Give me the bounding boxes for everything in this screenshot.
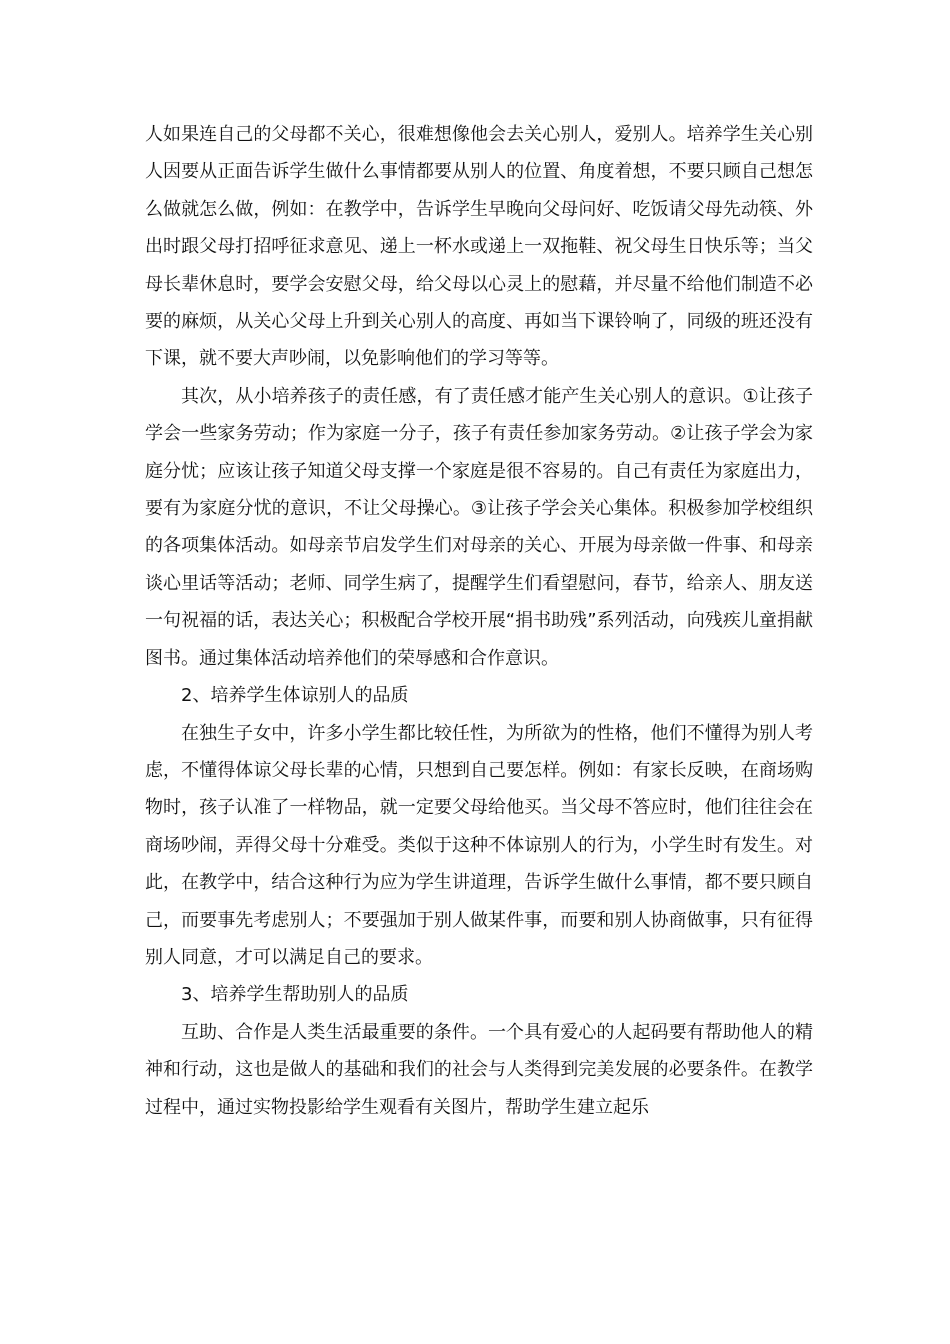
paragraph-understanding: 在独生子女中，许多小学生都比较任性，为所欲为的性格，他们不懂得为别人考虑，不懂得体谅父母长辈的心情，只想到自己要怎样。例如：有家长反映，在商场购物时，孩子认准了一样物品，就一定要父母给他买。当父母不答应时，他们往往会在商场吵闹，弄得父母十分难受。类似于这种不体谅别人的行为，小学生时有发生。对此，在教学中，结合这种行为应为学生讲道理，告诉学生做什么事情，都不要只顾自己，而要事先考虑别人；不要强加于别人做某件事，而要和别人协商做事，只有征得别人同意，才可以满足自己的要求。 bbox=[145, 722, 813, 968]
section-heading-2: 2、培养学生体谅别人的品质 bbox=[181, 685, 409, 707]
section-heading-3: 3、培养学生帮助别人的品质 bbox=[181, 984, 409, 1006]
paragraph-responsibility: 其次，从小培养孩子的责任感，有了责任感才能产生关心别人的意识。①让孩子学会一些家务劳动；作为家庭一分子，孩子有责任参加家务劳动。②让孩子学会为家庭分忧；应该让孩子知道父母支撑一个家庭是很不容易的。自己有责任为家庭出力，要有为家庭分忧的意识，不让父母操心。③让孩子学会关心集体。积极参加学校组织的各项集体活动。如母亲节启发学生们对母亲的关心、开展为母亲做一件事、和母亲谈心里话等活动；老师、同学生病了，提醒学生们看望慰问，春节，给亲人、朋友送一句祝福的话，表达关心；积极配合学校开展“捐书助残”系列活动，向残疾儿童捐献图书。通过集体活动培养他们的荣辱感和合作意识。 bbox=[145, 385, 813, 669]
paragraph-helping: 互助、合作是人类生活最重要的条件。一个具有爱心的人起码要有帮助他人的精神和行动，这也是做人的基础和我们的社会与人类得到完美发展的必要条件。在教学过程中，通过实物投影给学生观看有关图片，帮助学生建立起乐 bbox=[145, 1021, 813, 1118]
document-body bbox=[145, 116, 813, 1126]
paragraph-continuation: 人如果连自己的父母都不关心，很难想像他会去关心别人，爱别人。培养学生关心别人因要从正面告诉学生做什么事情都要从别人的位置、角度着想，不要只顾自己想怎么做就怎么做，例如：在教学中，告诉学生早晚向父母问好、吃饭请父母先动筷、外出时跟父母打招呼征求意见、递上一杯水或递上一双拖鞋、祝父母生日快乐等；当父母长辈休息时，要学会安慰父母，给父母以心灵上的慰藉，并尽量不给他们制造不必要的麻烦，从关心父母上升到关心别人的高度、再如当下课铃响了，同级的班还没有下课，就不要大声吵闹，以免影响他们的学习等等。 bbox=[145, 124, 813, 370]
